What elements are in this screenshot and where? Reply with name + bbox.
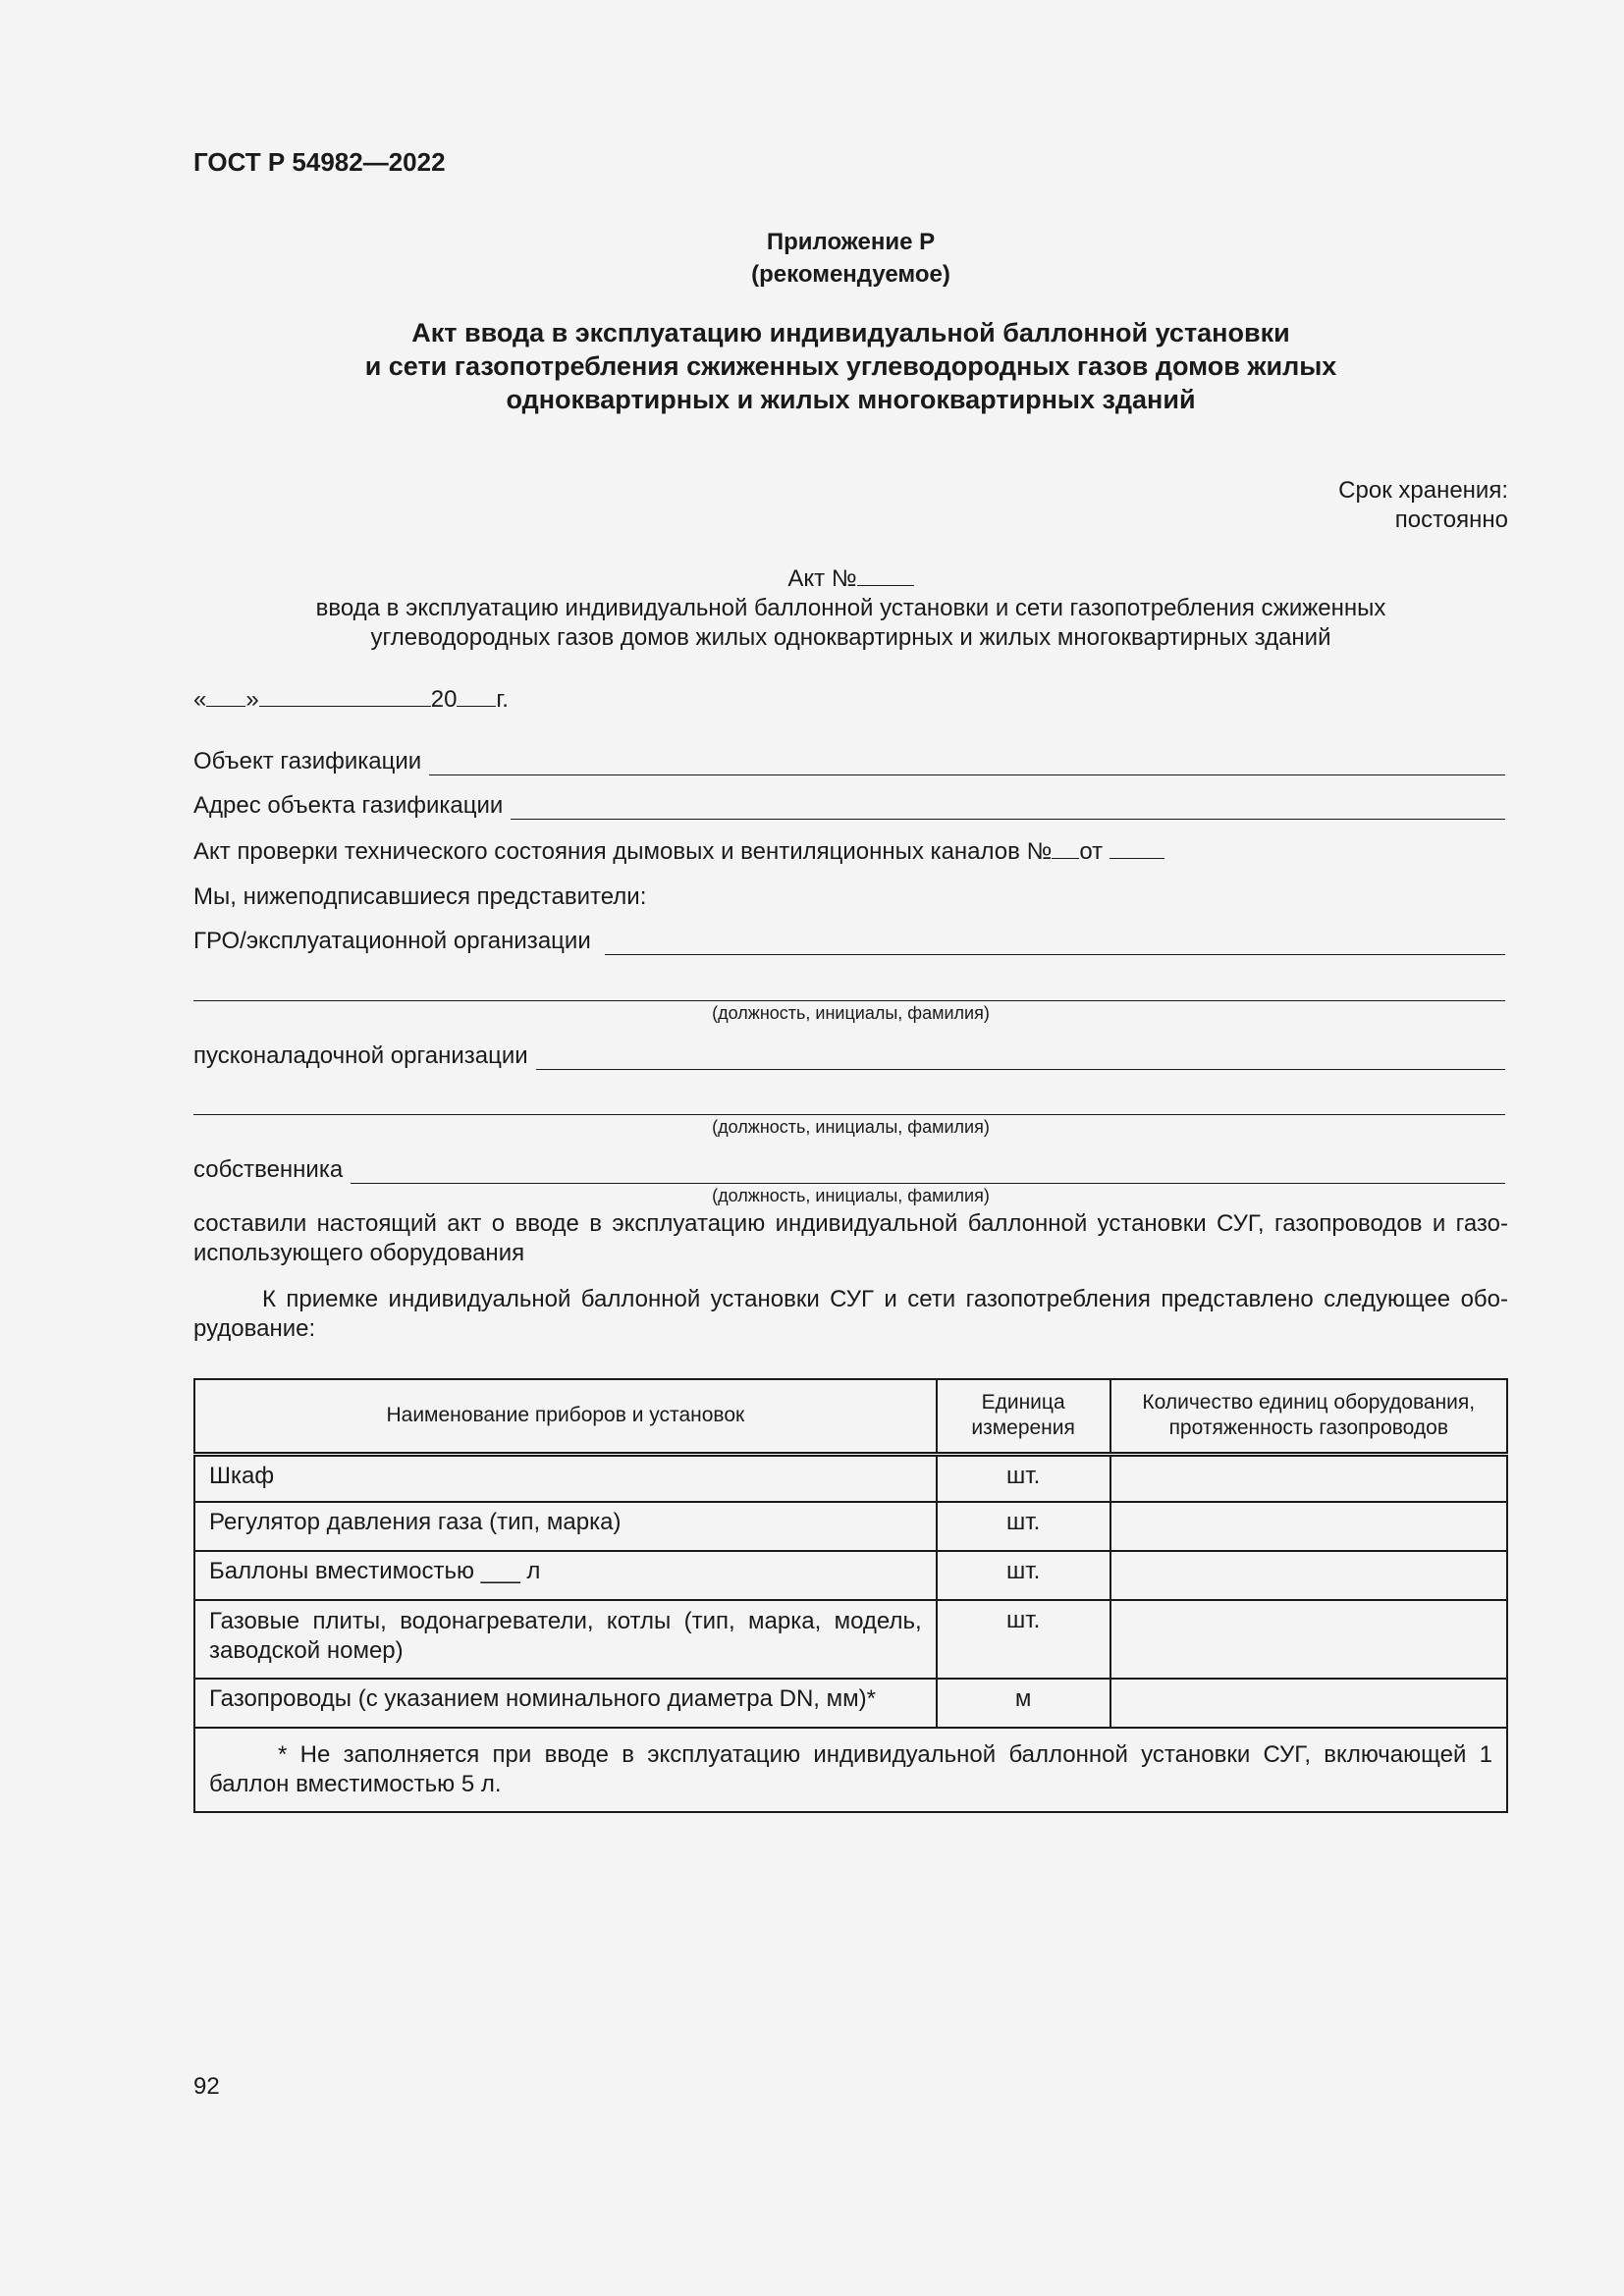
act-heading: [193, 564, 1508, 653]
compiled-statement: составили настоящий акт о вводе в эксплуатацию индивидуальной баллонной установки СУГ, газопроводов и газо-использующего оборудования: [193, 1210, 1508, 1266]
row-qty-field[interactable]: [1110, 1679, 1507, 1728]
table-row: [194, 1454, 1507, 1502]
owner-caption: (должность, инициалы, фамилия): [712, 1186, 990, 1205]
table-row: [194, 1502, 1507, 1551]
owner-field[interactable]: [351, 1160, 1505, 1184]
address-row: [193, 792, 1505, 820]
object-row: [193, 748, 1505, 775]
page-number: 92: [193, 2073, 220, 2100]
row-name: Баллоны вместимостью ___ л: [194, 1551, 937, 1600]
object-field[interactable]: [429, 752, 1505, 775]
appendix-label: Приложение Р: [766, 229, 936, 255]
inspection-date-field[interactable]: [1110, 837, 1164, 859]
row-qty-field[interactable]: [1110, 1502, 1507, 1551]
gro-field[interactable]: [605, 932, 1505, 955]
owner-label: собственника: [193, 1156, 344, 1183]
date-line: [193, 685, 509, 714]
header-name: Наименование приборов и установок: [194, 1379, 937, 1454]
title-line-1: Акт ввода в эксплуатацию индивидуальной баллонной установки: [411, 318, 1290, 347]
gro-person-field[interactable]: [193, 999, 1505, 1001]
table-footnote-row: [194, 1728, 1507, 1812]
storage-period: [1338, 476, 1508, 535]
address-field[interactable]: [511, 796, 1505, 820]
row-name: Газопроводы (с указанием номинального диаметра DN, мм)*: [194, 1679, 937, 1728]
table-row: [194, 1679, 1507, 1728]
act-number-line: [193, 564, 1508, 594]
inspection-label: Акт проверки технического состояния дымовых и вентиляционных каналов №: [193, 838, 1053, 865]
date-close-quote: »: [245, 686, 259, 713]
presented-statement: К приемке индивидуальной баллонной установки СУГ и сети газопотребления представлено следующее обо-рудование:: [193, 1286, 1508, 1342]
act-number-blank[interactable]: [857, 564, 914, 586]
year-suffix: г.: [496, 686, 509, 713]
header-unit: Единица измерения: [937, 1379, 1110, 1454]
commissioning-field[interactable]: [536, 1046, 1505, 1070]
act-subtitle-line-1: ввода в эксплуатацию индивидуальной баллонной установки и сети газопотребления сжиженных: [315, 595, 1386, 621]
year-prefix: 20: [430, 686, 458, 713]
row-qty-field[interactable]: [1110, 1454, 1507, 1502]
day-blank[interactable]: [206, 685, 245, 707]
we-label: Мы, нижеподписавшиеся представители:: [193, 883, 647, 910]
gro-label: ГРО/эксплуатационной организации: [193, 928, 591, 954]
gro-caption: (должность, инициалы, фамилия): [712, 1003, 990, 1023]
inspection-from-label: от: [1079, 838, 1104, 865]
row-qty-field[interactable]: [1110, 1551, 1507, 1600]
document-title: [193, 316, 1508, 416]
table-row: [194, 1551, 1507, 1600]
year-blank[interactable]: [457, 685, 496, 707]
commissioning-caption: (должность, инициалы, фамилия): [712, 1117, 990, 1137]
header-qty: Количество единиц оборудования, протяженность газопроводов: [1110, 1379, 1507, 1454]
owner-row: [193, 1156, 1505, 1184]
table-row: [194, 1600, 1507, 1679]
date-open-quote: «: [193, 686, 207, 713]
commissioning-row: [193, 1042, 1505, 1070]
month-blank[interactable]: [259, 685, 431, 707]
inspection-row: [193, 837, 1164, 866]
row-unit: м: [937, 1679, 1110, 1728]
row-unit: шт.: [937, 1551, 1110, 1600]
row-unit: шт.: [937, 1502, 1110, 1551]
storage-value: постоянно: [1394, 507, 1508, 533]
storage-label: Срок хранения:: [1338, 477, 1508, 504]
table-header-row: [194, 1379, 1507, 1454]
row-name: Газовые плиты, водонагреватели, котлы (тип, марка, модель, заводской номер): [194, 1600, 937, 1679]
gro-row: [193, 928, 1505, 955]
commissioning-person-field[interactable]: [193, 1113, 1505, 1115]
address-label: Адрес объекта газификации: [193, 792, 504, 819]
equipment-table: [193, 1378, 1508, 1813]
act-number-label: Акт №: [787, 565, 857, 592]
commissioning-label: пусконаладочной организации: [193, 1042, 528, 1069]
document-code: ГОСТ Р 54982—2022: [193, 147, 446, 177]
table-footnote: * Не заполняется при вводе в эксплуатацию индивидуальной баллонной установки СУГ, включающей 1 баллон вместимостью 5 л.: [194, 1728, 1507, 1812]
appendix-heading: [193, 226, 1508, 291]
appendix-status: (рекомендуемое): [751, 261, 950, 288]
row-unit: шт.: [937, 1454, 1110, 1502]
row-unit: шт.: [937, 1600, 1110, 1679]
act-subtitle-line-2: углеводородных газов домов жилых одноквартирных и жилых многоквартирных зданий: [370, 624, 1331, 651]
title-line-3: одноквартирных и жилых многоквартирных зданий: [506, 385, 1196, 414]
inspection-number-field[interactable]: [1052, 837, 1079, 859]
object-label: Объект газификации: [193, 748, 422, 774]
title-line-2: и сети газопотребления сжиженных углеводородных газов домов жилых: [364, 351, 1337, 381]
row-name: Регулятор давления газа (тип, марка): [194, 1502, 937, 1551]
row-qty-field[interactable]: [1110, 1600, 1507, 1679]
row-name: Шкаф: [194, 1454, 937, 1502]
